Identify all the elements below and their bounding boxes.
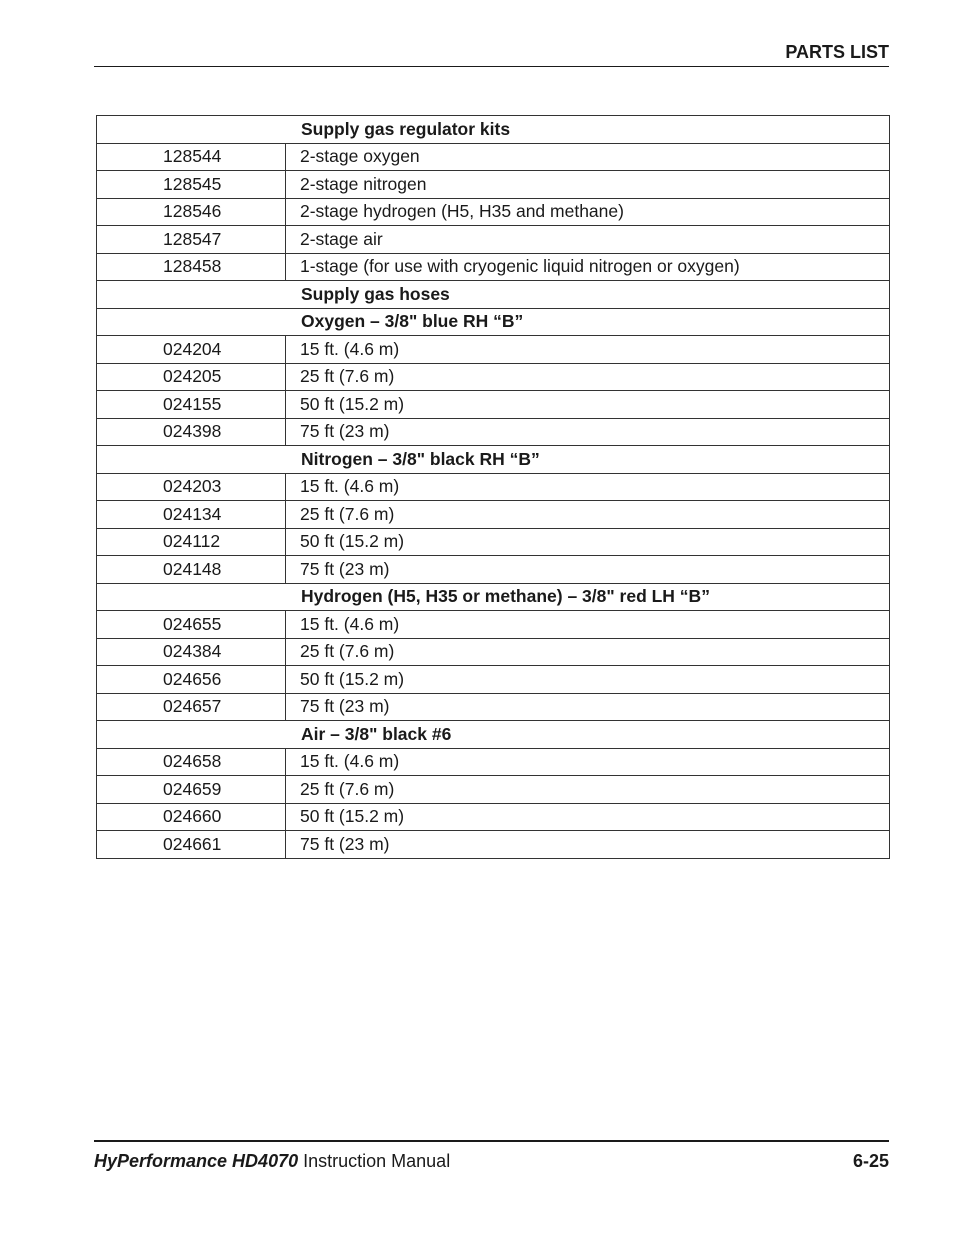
part-description: 15 ft. (4.6 m): [286, 336, 890, 364]
part-number: 024398: [97, 418, 286, 446]
parts-table: [96, 115, 890, 859]
section-heading-row: [97, 308, 890, 336]
table-row: [97, 803, 890, 831]
part-number: 024204: [97, 336, 286, 364]
section-heading: Supply gas regulator kits: [97, 116, 890, 144]
part-number: 024657: [97, 693, 286, 721]
section-heading-row: [97, 281, 890, 309]
page-header: [94, 42, 889, 67]
part-description: 75 ft (23 m): [286, 556, 890, 584]
part-number: 024658: [97, 748, 286, 776]
part-number: 024659: [97, 776, 286, 804]
table-row: [97, 391, 890, 419]
part-number: 024203: [97, 473, 286, 501]
table-row: [97, 171, 890, 199]
part-description: 15 ft. (4.6 m): [286, 611, 890, 639]
part-number: 128547: [97, 226, 286, 254]
part-description: 50 ft (15.2 m): [286, 666, 890, 694]
part-number: 024112: [97, 528, 286, 556]
part-description: 25 ft (7.6 m): [286, 363, 890, 391]
section-heading-row: [97, 446, 890, 474]
part-description: 75 ft (23 m): [286, 831, 890, 859]
part-description: 2-stage hydrogen (H5, H35 and methane): [286, 198, 890, 226]
section-heading: Supply gas hoses: [97, 281, 890, 309]
section-title: PARTS LIST: [785, 42, 889, 62]
part-description: 25 ft (7.6 m): [286, 776, 890, 804]
product-model: HyPerformance HD4070: [94, 1151, 299, 1171]
part-description: 25 ft (7.6 m): [286, 638, 890, 666]
table-row: [97, 556, 890, 584]
part-description: 2-stage nitrogen: [286, 171, 890, 199]
part-description: 75 ft (23 m): [286, 693, 890, 721]
section-heading-row: [97, 721, 890, 749]
part-number: 128458: [97, 253, 286, 281]
table-row: [97, 363, 890, 391]
part-description: 2-stage oxygen: [286, 143, 890, 171]
table-row: [97, 666, 890, 694]
part-description: 50 ft (15.2 m): [286, 391, 890, 419]
part-number: 128545: [97, 171, 286, 199]
part-number: 024655: [97, 611, 286, 639]
part-description: 75 ft (23 m): [286, 418, 890, 446]
section-heading: Hydrogen (H5, H35 or methane) – 3/8" red LH “B”: [97, 583, 890, 611]
part-number: 024661: [97, 831, 286, 859]
part-description: 25 ft (7.6 m): [286, 501, 890, 529]
page-number: 6-25: [852, 1151, 889, 1171]
table-row: [97, 473, 890, 501]
part-number: 024656: [97, 666, 286, 694]
table-row: [97, 336, 890, 364]
part-description: 50 ft (15.2 m): [286, 528, 890, 556]
page-footer: [94, 1140, 889, 1178]
part-number: 024155: [97, 391, 286, 419]
manual-title: [94, 1151, 450, 1172]
part-description: 15 ft. (4.6 m): [286, 748, 890, 776]
part-number: 024384: [97, 638, 286, 666]
part-number: 128546: [97, 198, 286, 226]
part-description: 2-stage air: [286, 226, 890, 254]
table-row: [97, 418, 890, 446]
section-heading-row: [97, 116, 890, 144]
section-heading-row: [97, 583, 890, 611]
table-row: [97, 198, 890, 226]
part-description: 15 ft. (4.6 m): [286, 473, 890, 501]
part-number: 024148: [97, 556, 286, 584]
table-row: [97, 611, 890, 639]
section-heading: Nitrogen – 3/8" black RH “B”: [97, 446, 890, 474]
table-row: [97, 693, 890, 721]
table-row: [97, 831, 890, 859]
part-description: 1-stage (for use with cryogenic liquid nitrogen or oxygen): [286, 253, 890, 281]
table-row: [97, 776, 890, 804]
part-number: 128544: [97, 143, 286, 171]
manual-label: Instruction Manual: [298, 1151, 451, 1171]
part-number: 024660: [97, 803, 286, 831]
table-row: [97, 528, 890, 556]
section-heading: Air – 3/8" black #6: [97, 721, 890, 749]
table-row: [97, 226, 890, 254]
parts-table-body: [97, 116, 890, 859]
table-row: [97, 638, 890, 666]
part-number: 024134: [97, 501, 286, 529]
part-number: 024205: [97, 363, 286, 391]
table-row: [97, 501, 890, 529]
table-row: [97, 748, 890, 776]
section-heading: Oxygen – 3/8" blue RH “B”: [97, 308, 890, 336]
table-row: [97, 253, 890, 281]
part-description: 50 ft (15.2 m): [286, 803, 890, 831]
table-row: [97, 143, 890, 171]
